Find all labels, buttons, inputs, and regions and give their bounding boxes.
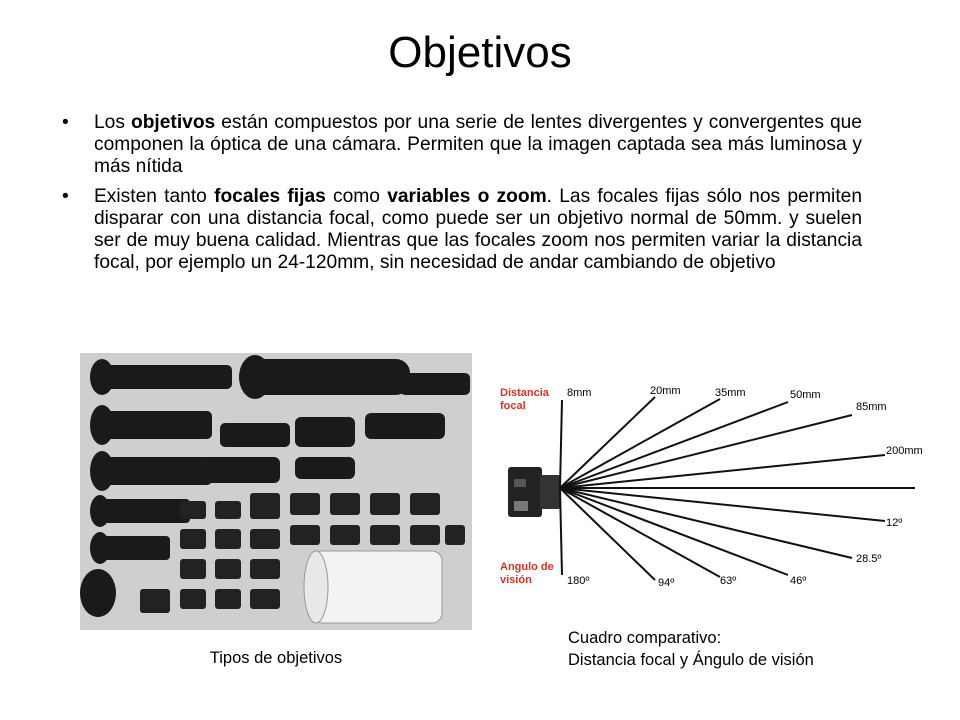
bullet-text: están compuestos por una serie de lentes divergentes y convergentes que componen la óptica de una cámara. Permiten que la imagen captada sea más luminosa y más nítida (94, 112, 862, 177)
focal-label: 8mm (567, 387, 592, 399)
camera-icon (508, 467, 560, 517)
diagram-label-focal: Distancia (500, 387, 549, 399)
bullet-text: . Las focales fijas sólo nos permiten disparar con una distancia focal, como puede ser un objetivo normal de 50mm. y suelen ser de muy buena calidad. Mientras que las focales zoom nos permiten variar la distancia focal, por ejemplo un 24-120mm, sin necesidad de andar cambiando de objetivo (94, 186, 862, 273)
angle-label: 180º (567, 575, 590, 587)
diagram-label-angle: visión (500, 574, 532, 586)
caption-comparison (568, 627, 948, 671)
angle-label: 12º (886, 517, 903, 529)
bullet-bold: objetivos (130, 112, 216, 133)
focal-label: 85mm (856, 401, 887, 413)
bullet-bold: variables o zoom (387, 186, 547, 207)
bullet-text: Los (94, 112, 131, 133)
angle-label: 46º (790, 575, 807, 587)
angle-label: 63º (720, 575, 737, 587)
bullet-text: como (325, 186, 388, 207)
bullet-marker: • (62, 112, 69, 133)
caption-comparison-line: Cuadro comparativo: (568, 629, 722, 647)
focal-label: 35mm (715, 387, 746, 399)
diagram-label-angle: Angulo de (500, 561, 554, 573)
bullet-text: Existen tanto (94, 186, 215, 207)
bullet-item (62, 112, 862, 178)
caption-comparison-line: Distancia focal y Ángulo de visión (568, 651, 814, 669)
caption-lens-types: Tipos de objetivos (209, 649, 343, 667)
focal-label: 20mm (650, 385, 681, 397)
lenses-illustration (80, 353, 472, 630)
angle-label: 94º (658, 577, 675, 589)
diagram-label-focal: focal (500, 400, 526, 412)
bullet-item (62, 186, 862, 274)
focal-length-diagram (490, 375, 950, 605)
focal-label: 50mm (790, 389, 821, 401)
bullet-marker: • (62, 186, 69, 207)
focal-label: 200mm (886, 445, 923, 457)
lenses-photo (80, 353, 472, 630)
slide-title: Objetivos (388, 28, 572, 77)
bullet-list (62, 112, 862, 282)
bullet-bold: focales fijas (214, 186, 326, 207)
angle-label: 28.5º (856, 553, 882, 565)
